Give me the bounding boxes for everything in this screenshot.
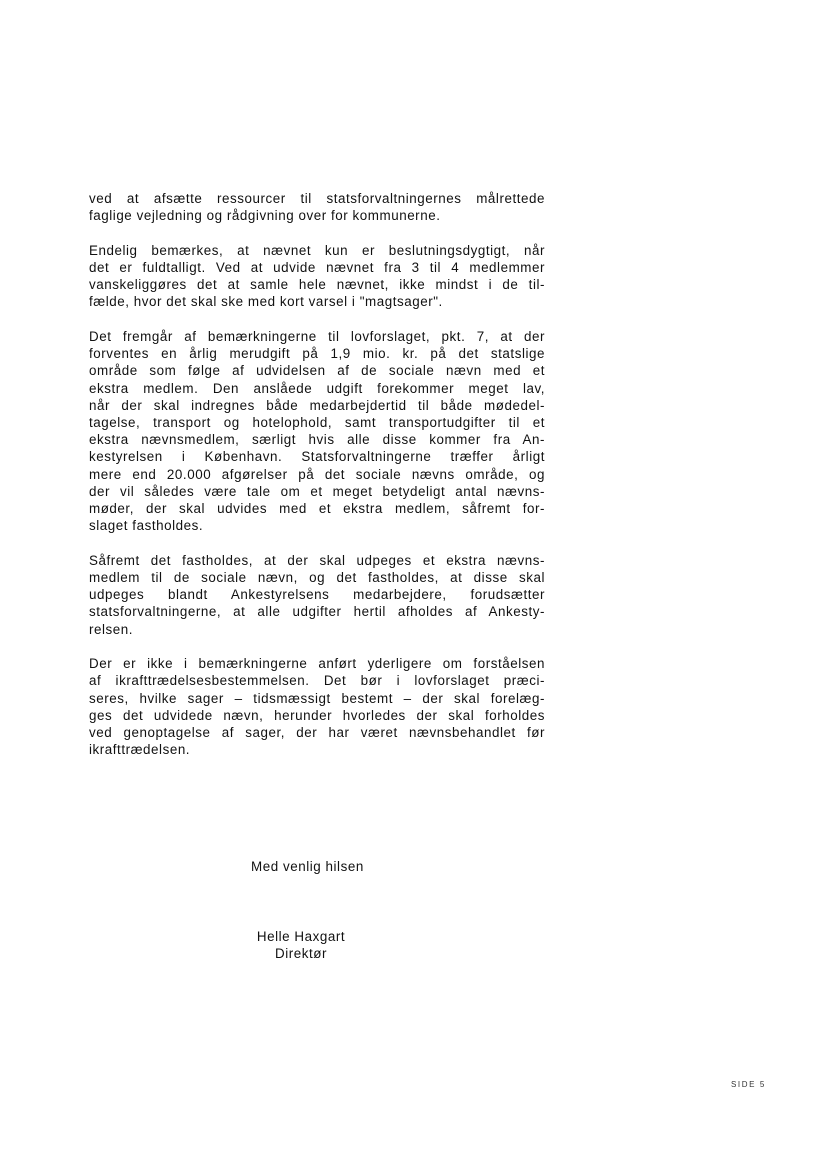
text-line: slaget fastholdes. [89,518,204,534]
text-line: vanskeliggøres det at samle hele nævnet, ikke mindst i de til- [89,277,545,293]
text-line: af ikrafttrædelsesbestemmelsen. Det bør i lovforslaget præci- [89,673,545,689]
text-line: fælde, hvor det skal ske med kort varsel i "magtsager". [89,294,443,310]
text-line: ved at afsætte ressourcer til statsforvaltningernes målrettede [89,191,545,206]
text-line: udpeges blandt Ankestyrelsens medarbejdere, forudsætter [89,587,545,603]
text-line: Endelig bemærkes, at nævnet kun er beslutningsdygtigt, når [89,242,545,258]
paragraph [89,242,545,311]
text-line: medlem til de sociale nævn, og det fastholdes, at disse skal [89,570,545,586]
signer-name: Helle Haxgart [256,929,346,944]
text-line: tagelse, transport og hotelophold, samt transportudgifter til et [89,415,545,431]
paragraph [89,328,545,534]
text-line: forventes en årlig merudgift på 1,9 mio. kr. på det statslige [89,346,545,362]
text-line: faglige vejledning og rådgivning over for kommunerne. [89,208,441,224]
text-line: Såfremt det fastholdes, at der skal udpeges et ekstra nævns- [89,552,545,568]
signer-title: Direktør [274,946,327,961]
signature-block [236,928,366,962]
text-line: der vil således være tale om et meget betydeligt antal nævns- [89,483,545,499]
paragraph [89,552,545,638]
text-line: når der skal indregnes både medarbejdertid til både mødedel- [89,397,545,413]
letter-body [89,190,545,776]
text-line: Der er ikke i bemærkningerne anført yderligere om forståelsen [89,656,545,672]
text-line: ekstra medlem. Den anslåede udgift forekommer meget lav, [89,380,545,396]
text-line: møder, der skal udvides med et ekstra medlem, såfremt for- [89,501,545,517]
paragraph [89,190,545,224]
text-line: det er fuldtalligt. Ved at udvide nævnet fra 3 til 4 medlemmer [89,260,545,275]
text-line: statsforvaltningerne, at alle udgifter hertil afholdes af Ankesty- [89,604,545,620]
closing-salutation: Med venlig hilsen [251,859,364,874]
text-line: seres, hvilke sager – tidsmæssigt bestemt – der skal forelæg- [89,690,545,706]
text-line: Det fremgår af bemærkningerne til lovforslaget, pkt. 7, at der [89,329,545,344]
text-line: ikrafttrædelsen. [89,742,191,758]
page-number: SIDE 5 [731,1080,766,1089]
text-line: ekstra nævnsmedlem, særligt hvis alle disse kommer fra An- [89,432,545,448]
text-line: relsen. [89,621,134,637]
text-line: område som følge af udvidelsen af de sociale nævn med et [89,363,545,379]
text-line: kestyrelsen i København. Statsforvaltningerne træffer årligt [89,449,545,465]
text-line: ges det udvidede nævn, herunder hvorledes der skal forholdes [89,707,545,723]
text-line: mere end 20.000 afgørelser på det sociale nævns område, og [89,466,545,482]
text-line: ved genoptagelse af sager, der har været nævnsbehandlet før [89,725,545,741]
paragraph [89,655,545,758]
